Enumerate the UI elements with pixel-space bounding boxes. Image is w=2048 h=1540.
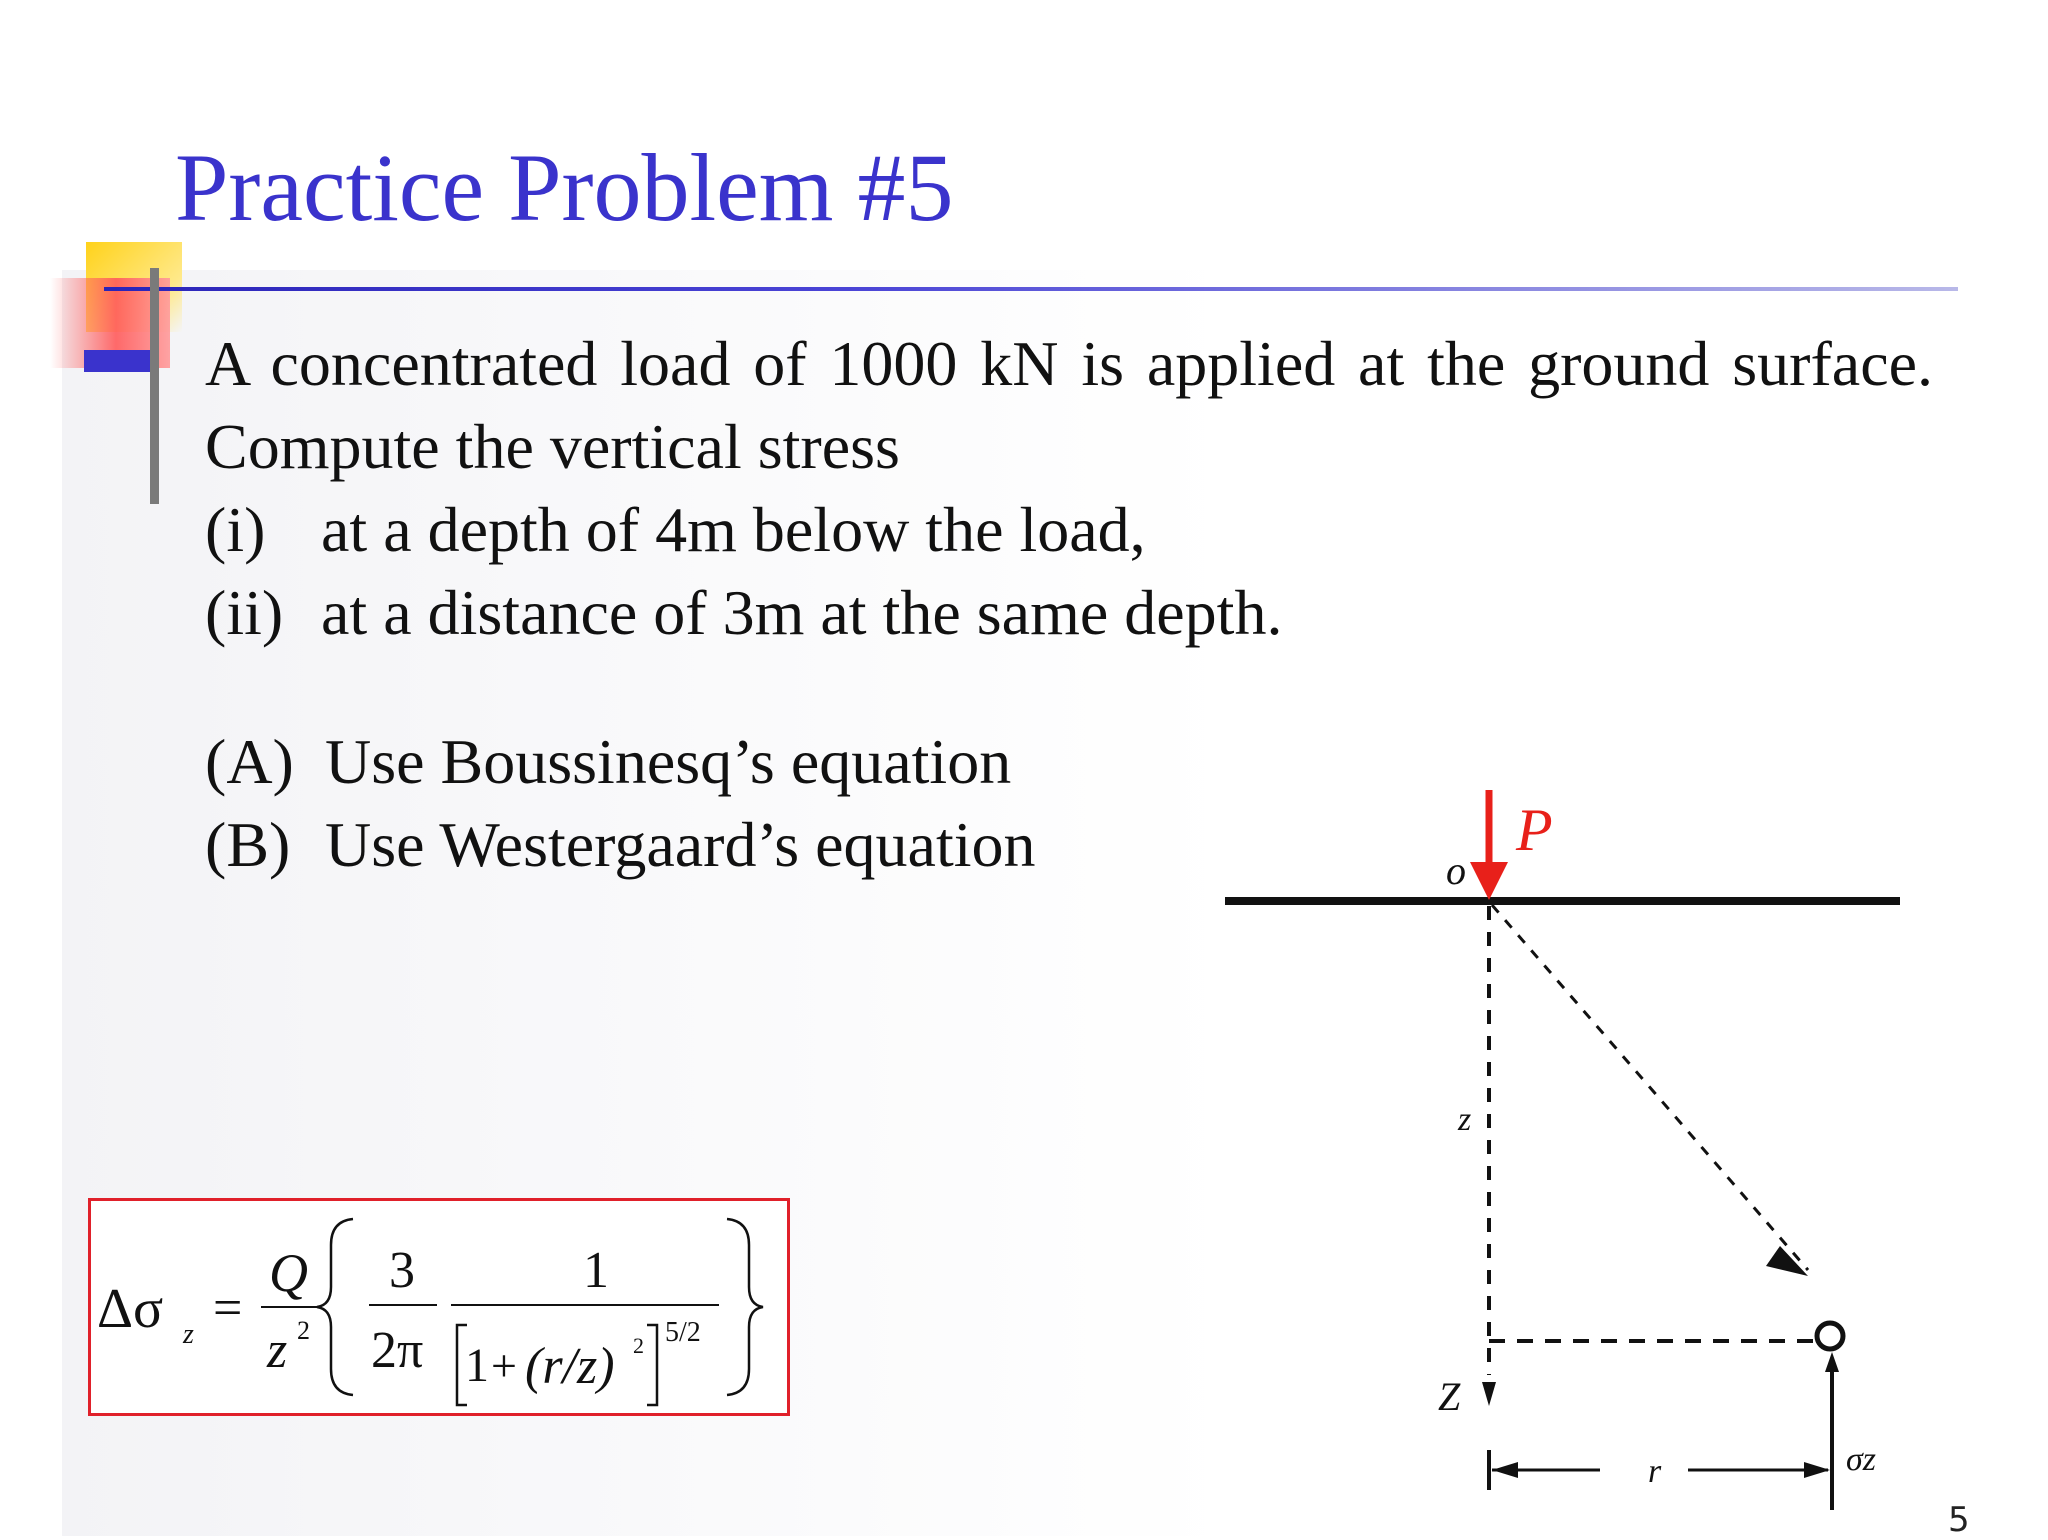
load-label-P: P [1516,797,1553,863]
formula-inner-one: 1 [465,1339,489,1392]
formula-two-pi: 2π [371,1322,424,1379]
method-text: Use Boussinesq’s equation [325,726,1012,797]
r-left-arrow-head [1492,1462,1518,1478]
formula-subscript-z: z [183,1319,194,1350]
formula-z-exponent: 2 [297,1316,310,1345]
depth-arrow-head [1482,1382,1496,1406]
formula-outer-exponent: 5/2 [665,1317,701,1348]
formula-one: 1 [583,1242,609,1299]
method-text: Use Westergaard’s equation [325,809,1036,880]
formula-Q: Q [269,1243,308,1303]
problem-item-text: at a distance of 3m at the same depth. [321,577,1283,648]
problem-item-ii [205,571,1933,654]
decor-vertical-bar [150,268,159,504]
radial-arrow-head [1766,1246,1808,1276]
load-arrow-head [1470,862,1508,900]
boussinesq-formula [91,1201,787,1413]
stress-arrow-head [1825,1352,1839,1372]
formula-plus: + [491,1340,517,1391]
formula-inner-exponent: 2 [633,1333,644,1358]
method-label: (A) [205,726,294,797]
formula-r-over-z: (r/z) [525,1338,615,1395]
formula-three: 3 [389,1242,415,1299]
slide-title: Practice Problem #5 [175,134,954,241]
r-right-arrow-head [1804,1462,1830,1478]
formula-z: z [267,1322,288,1379]
problem-item-label: (ii) [205,577,284,648]
page-number: 5 [1948,1500,1970,1540]
problem-item-i [205,488,1933,571]
radial-dashed-line [1492,905,1808,1270]
point-load-diagram [1200,770,1960,1530]
decor-blue-bar [84,350,156,372]
problem-item-text: at a depth of 4m below the load, [321,494,1146,565]
distance-label-r: r [1648,1453,1662,1490]
stress-point-circle [1817,1323,1843,1349]
left-curly-brace [317,1219,353,1395]
right-curly-brace [727,1219,763,1395]
depth-label-z: z [1458,1101,1472,1138]
origin-label-o: o [1446,848,1466,893]
method-label: (B) [205,809,291,880]
problem-item-label: (i) [205,494,266,565]
problem-statement: A concentrated load of 1000 kN is applied at the ground surface. Compute the vertical stress [205,328,1933,482]
formula-box [88,1198,790,1416]
point-depth-label-Z: Z [1438,1374,1461,1419]
title-underline [104,287,1958,291]
stress-label-sigma-z: σz [1846,1441,1876,1478]
formula-delta-sigma: Δσ [97,1278,164,1340]
formula-equals: = [213,1280,243,1337]
right-square-bracket [647,1325,657,1405]
